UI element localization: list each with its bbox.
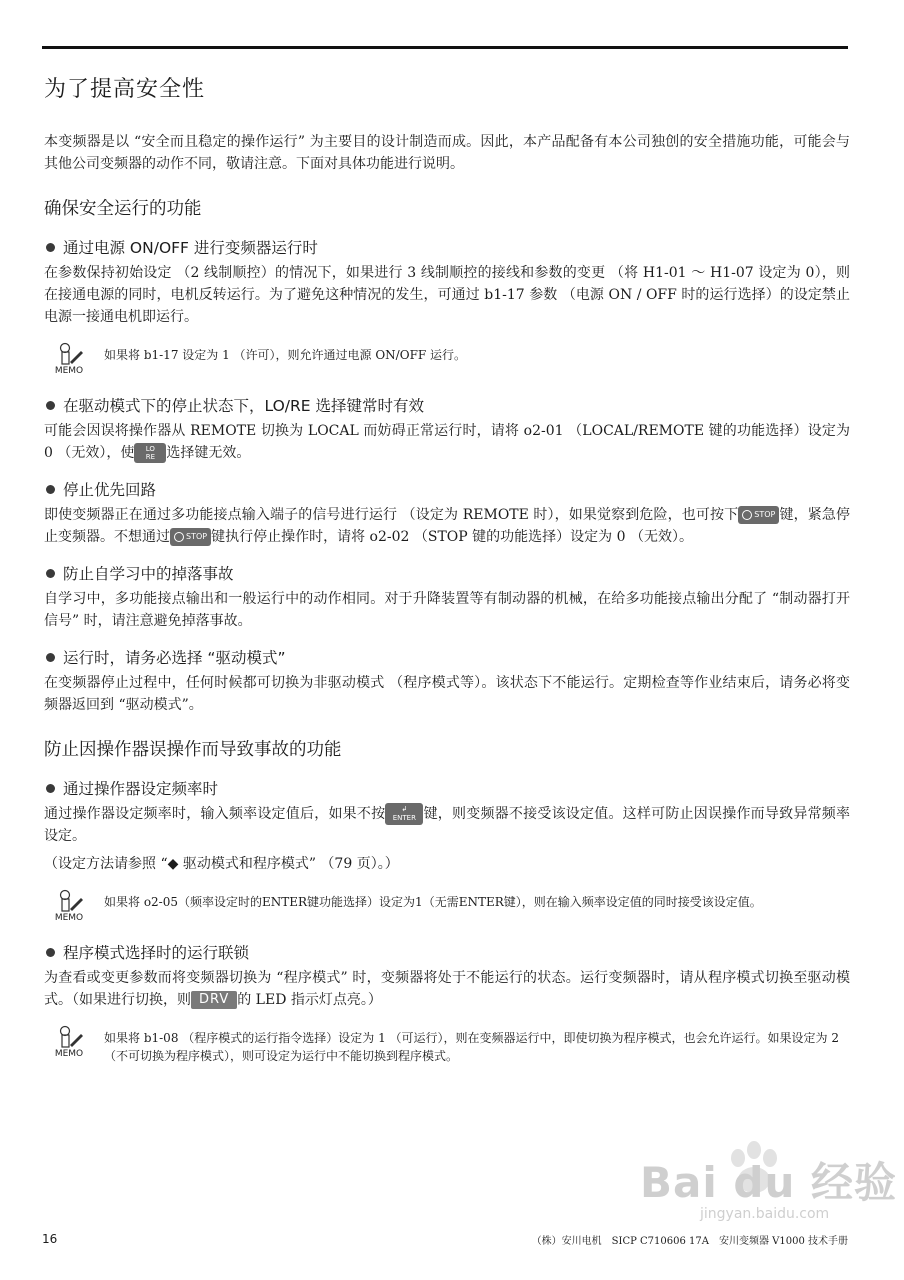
page-number: 16 <box>42 1232 58 1246</box>
subsection-freq-setting: 通过操作器设定频率时 <box>44 777 850 799</box>
memo-text: 如果将 b1-08 （程序模式的运行指令选择）设定为 1 （可运行），则在变频器运行中，即使切换为程序模式，也会允许运行。如果设定为 2 （不可切换为程序模式），则可设定为运行中不能切换到程序模式。 <box>104 1031 839 1063</box>
stop-key-icon: STOP <box>170 528 211 546</box>
bullet-icon <box>46 243 55 252</box>
bullet-icon <box>46 401 55 410</box>
paragraph-power-onoff: 在参数保持初始设定 （2 线制顺控）的情况下，如果进行 3 线制顺控的接线和参数的变更 （将 H1-01 ～ H1-07 设定为 0），则在接通电源的同时，电机反转运行。为了避免这种情况的发生，可通过 b1-17 参数 （电源 ON / OFF 时的运行选择）的设定禁止电源一接通电机即运行。 <box>44 265 850 325</box>
reference-note: （设定方法请参照 “◆ 驱动模式和程序模式” （79 页）。） <box>44 856 399 872</box>
drv-indicator-icon: DRV <box>191 991 237 1009</box>
subsection-program-interlock: 程序模式选择时的运行联锁 <box>44 941 850 963</box>
paragraph-freq-setting: 通过操作器设定频率时，输入频率设定值后，如果不按 ↲ ENTER 键，则变频器不接受该设定值。这样可防止因误操作而导致异常频率设定。 <box>44 805 851 844</box>
intro-paragraph: 本变频器是以 “安全而且稳定的操作运行” 为主要目的设计制造而成。因此，本产品配备有本公司独创的安全措施功能，可能会与其他公司变频器的动作不同，敬请注意。下面对具体功能进行说明。 <box>44 134 850 172</box>
footer-publisher: （株）安川电机 SICP C710606 17A 安川变频器 V1000 技术手册 <box>531 1236 848 1247</box>
section-title-misoperation: 防止因操作器误操作而导致事故的功能 <box>44 740 342 760</box>
lo-re-key-icon: LO RE <box>134 443 166 463</box>
bullet-icon <box>46 485 55 494</box>
watermark: Bai du 经验 jingyan.baidu.com <box>640 1158 897 1222</box>
memo-icon: MEMO <box>44 1025 94 1059</box>
subsection-stop-priority: 停止优先回路 <box>44 478 850 500</box>
bullet-icon <box>46 569 55 578</box>
memo-note <box>44 889 850 923</box>
page-footer <box>42 1232 848 1247</box>
paragraph-lore-key: 可能会因误将操作器从 REMOTE 切换为 LOCAL 而妨碍正常运行时，请将 o2-01 （LOCAL/REMOTE 键的功能选择）设定为 0 （无效），使 LO RE 选择键无效。 <box>44 423 850 461</box>
memo-note <box>44 1025 850 1065</box>
bullet-icon <box>46 948 55 957</box>
stop-key-icon: STOP <box>738 506 779 524</box>
paragraph-stop-priority: 即使变频器正在通过多功能接点输入端子的信号进行运行 （设定为 REMOTE 时），如果觉察到危险，也可按下 STOP 键，紧急停止变频器。不想通过 STOP 键执行停止操作时，请将 o2-02 （STOP 键的功能选择）设定为 0 （无效）。 <box>44 507 851 545</box>
subsection-drive-mode: 运行时，请务必选择 “驱动模式” <box>44 646 850 668</box>
subsection-lore-key: 在驱动模式下的停止状态下，LO/RE 选择键常时有效 <box>44 394 850 416</box>
top-rule <box>42 46 848 49</box>
document-page <box>44 64 850 1083</box>
memo-icon: MEMO <box>44 342 94 376</box>
subsection-power-onoff: 通过电源 ON/OFF 进行变频器运行时 <box>44 236 850 258</box>
enter-key-icon: ↲ ENTER <box>385 803 423 825</box>
memo-note <box>44 342 850 376</box>
page-title: 为了提高安全性 <box>44 77 206 102</box>
memo-text: 如果将 o2-05（频率设定时的ENTER键功能选择）设定为1（无需ENTER键），则在输入频率设定值的同时接受该设定值。 <box>104 895 762 909</box>
paragraph-autotune-fall: 自学习中，多功能接点输出和一般运行中的动作相同。对于升降装置等有制动器的机械，在给多功能接点输出分配了 “制动器打开信号” 时，请注意避免掉落事故。 <box>44 591 850 629</box>
subsection-autotune-fall: 防止自学习中的掉落事故 <box>44 562 850 584</box>
memo-text: 如果将 b1-17 设定为 1 （许可），则允许通过电源 ON/OFF 运行。 <box>104 348 467 362</box>
bullet-icon <box>46 784 55 793</box>
memo-icon: MEMO <box>44 889 94 923</box>
paragraph-drive-mode: 在变频器停止过程中，任何时候都可切换为非驱动模式 （程序模式等）。该状态下不能运行。定期检查等作业结束后，请务必将变频器返回到 “驱动模式”。 <box>44 675 850 713</box>
section-title-safe-operation: 确保安全运行的功能 <box>44 199 202 219</box>
bullet-icon <box>46 653 55 662</box>
paragraph-program-interlock: 为查看或变更参数而将变频器切换为 “程序模式” 时，变频器将处于不能运行的状态。运行变频器时，请从程序模式切换至驱动模式。（如果进行切换，则 DRV 的 LED 指示灯点亮。） <box>44 970 850 1008</box>
